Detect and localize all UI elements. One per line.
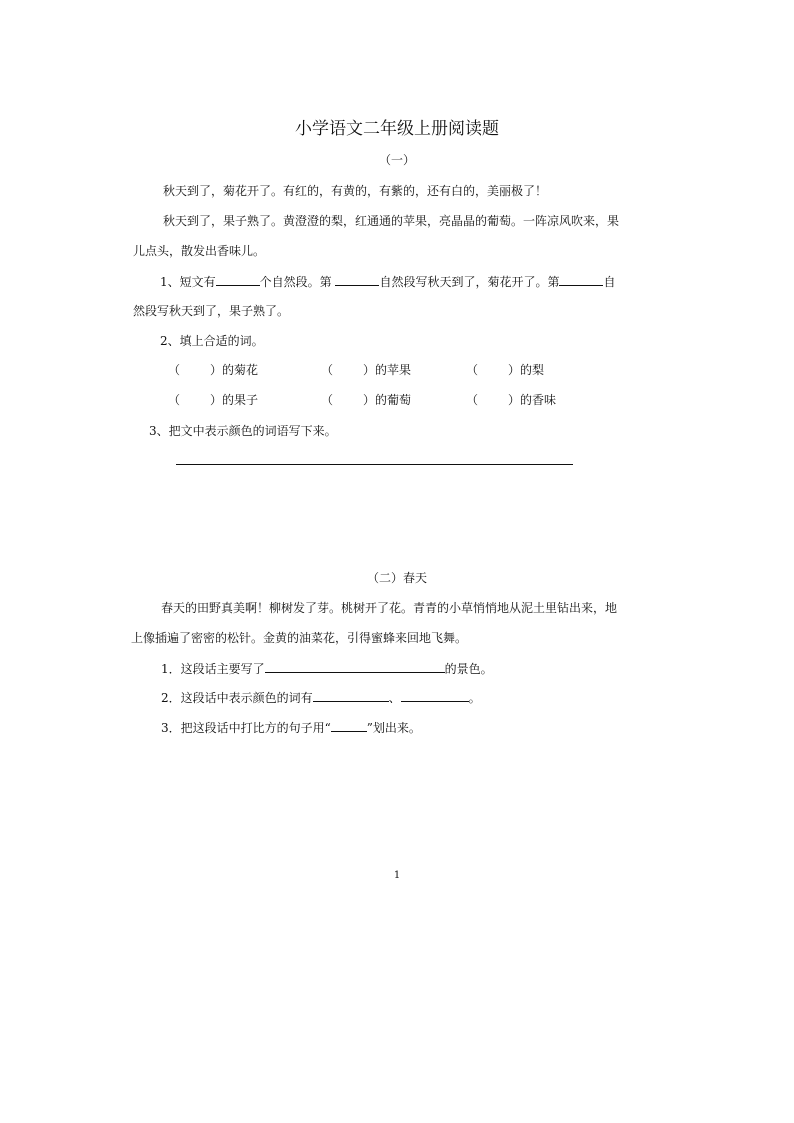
answer-blank[interactable] <box>216 274 260 286</box>
q2-separator: 、 <box>388 691 401 705</box>
section1-question-1-line-2: 然段写秋天到了，果子熟了。 <box>133 304 290 318</box>
paren-close: ） <box>363 393 376 407</box>
paren-close: ） <box>210 393 223 407</box>
section1-heading: （一） <box>378 153 415 167</box>
paren-open: （ <box>168 363 181 377</box>
q1-text-b: 个自然段。第 <box>259 275 336 289</box>
q2-end: 。 <box>468 691 481 705</box>
q1-text-b: 的景色。 <box>444 662 493 676</box>
q2-text: 2．这段话中表示颜色的词有 <box>161 691 313 705</box>
fill-in-item <box>466 363 544 377</box>
paren-open: （ <box>168 393 181 407</box>
answer-blank[interactable] <box>265 661 445 673</box>
section1-question-3: 3、把文中表示颜色的词语写下来。 <box>149 424 337 438</box>
section2-question-2 <box>161 690 481 705</box>
document-title: 小学语文二年级上册阅读题 <box>295 119 499 139</box>
section2-question-1 <box>161 661 493 676</box>
fill-in-label: 的果子 <box>222 393 259 407</box>
section2-question-3 <box>161 720 421 735</box>
paren-open: （ <box>321 363 334 377</box>
fill-in-item <box>321 363 411 377</box>
paren-close: ） <box>210 363 223 377</box>
fill-in-label: 的苹果 <box>375 363 412 377</box>
section2-paragraph-line-1: 春天的田野真美啊！柳树发了芽。桃树开了花。青青的小草悄悄地从泥土里钻出来，地 <box>161 601 618 615</box>
paren-open: （ <box>321 393 334 407</box>
fill-in-label: 的葡萄 <box>375 393 412 407</box>
page-number: 1 <box>393 870 401 881</box>
fill-in-item <box>168 393 258 407</box>
answer-line[interactable] <box>176 464 573 465</box>
section1-paragraph-1: 秋天到了，菊花开了。有红的，有黄的，有紫的，还有白的，美丽极了！ <box>163 184 548 198</box>
fill-in-label: 的梨 <box>520 363 545 377</box>
section2-paragraph-line-2: 上像插遍了密密的松针。金黄的油菜花，引得蜜蜂来回地飞舞。 <box>131 631 468 645</box>
section1-question-1 <box>160 274 616 289</box>
fill-in-item <box>466 393 556 407</box>
answer-blank[interactable] <box>313 690 389 702</box>
fill-in-item <box>321 393 411 407</box>
fill-in-label: 的菊花 <box>222 363 259 377</box>
paren-close: ） <box>508 393 521 407</box>
section1-paragraph-2-line-1: 秋天到了，果子熟了。黄澄澄的梨，红通通的苹果，亮晶晶的葡萄。一阵凉风吹来，果 <box>163 214 620 228</box>
paren-open: （ <box>466 363 479 377</box>
fill-in-item <box>168 363 258 377</box>
q3-text-a: 3．把这段话中打比方的句子用“ <box>161 721 331 735</box>
paren-close: ） <box>508 363 521 377</box>
section1-paragraph-2-line-2: 儿点头，散发出香味儿。 <box>133 244 266 258</box>
answer-blank[interactable] <box>401 690 469 702</box>
q1-text-a: 1．这段话主要写了 <box>161 662 265 676</box>
q1-text-d: 自 <box>603 275 616 289</box>
paren-close: ） <box>363 363 376 377</box>
q1-text-c: 自然段写秋天到了，菊花开了。第 <box>379 275 560 289</box>
underline-sample <box>331 720 367 732</box>
q3-text-b: ”划出来。 <box>366 721 421 735</box>
q1-text-a: 1、短文有 <box>160 275 216 289</box>
fill-in-label: 的香味 <box>520 393 557 407</box>
answer-blank[interactable] <box>559 274 603 286</box>
section2-heading: （二）春天 <box>366 571 427 585</box>
answer-blank[interactable] <box>335 274 379 286</box>
paren-open: （ <box>466 393 479 407</box>
section1-question-2-label: 2、填上合适的词。 <box>160 334 264 348</box>
